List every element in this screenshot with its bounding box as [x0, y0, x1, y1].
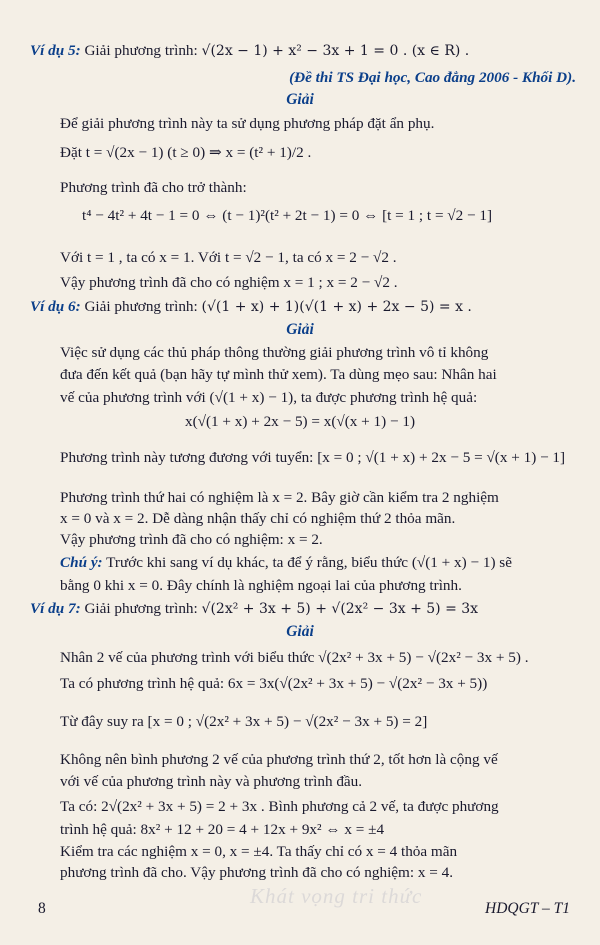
example-7-line-6: Ta có: 2√(2x² + 3x + 5) = 2 + 3x . Bình phương cả 2 vế, ta được phương — [60, 798, 499, 815]
example-5-equation: √(2x − 1) + x² − 3x + 1 = 0 . (x ∈ R) . — [201, 43, 470, 59]
example-5-text: Giải phương trình: — [84, 42, 198, 59]
example-7-line-7: trình hệ quả: 8x² + 12 + 20 = 4 + 12x + 9x² ⇔ x = ±4 — [60, 821, 385, 838]
example-7-line-2: Ta có phương trình hệ quả: 6x = 3x(√(2x² + 3x + 5) − √(2x² − 3x + 5)) — [60, 675, 488, 692]
page-number: 8 — [38, 900, 46, 917]
example-6-line-3: vế của phương trình với (√(1 + x) − 1), ta được phương trình hệ quả: — [60, 389, 478, 406]
book-title: HDQGT – T1 — [485, 900, 570, 917]
example-5-line-1: Để giải phương trình này ta sử dụng phương pháp đặt ẩn phụ. — [60, 115, 435, 132]
example-5-source: (Đề thi TS Đại học, Cao đẳng 2006 - Khối D). — [289, 69, 576, 86]
example-6-note-line-1 — [60, 553, 574, 573]
example-5-heading — [30, 41, 574, 61]
example-6-solution-label: Giải — [286, 321, 314, 338]
example-6-heading — [30, 297, 574, 317]
example-6-line-4: x(√(1 + x) + 2x − 5) = x(√(x + 1) − 1) — [184, 413, 416, 430]
example-6-line-7: x = 0 và x = 2. Dễ dàng nhận thấy chỉ có nghiệm thứ 2 thỏa mãn. — [60, 510, 456, 527]
example-7-solution-label: Giải — [286, 623, 314, 640]
example-7-heading — [30, 599, 574, 619]
example-6-equation: (√(1 + x) + 1)(√(1 + x) + 2x − 5) = x . — [201, 299, 472, 315]
example-5-line-3: Phương trình đã cho trở thành: — [60, 179, 247, 196]
example-5-line-5: Với t = 1 , ta có x = 1. Với t = √2 − 1, ta có x = 2 − √2 . — [60, 249, 397, 266]
example-6-line-1: Việc sử dụng các thủ pháp thông thường giải phương trình vô tỉ không — [60, 344, 489, 361]
example-6-text: Giải phương trình: — [84, 298, 198, 315]
example-6-line-6: Phương trình thứ hai có nghiệm là x = 2. Bây giờ cần kiểm tra 2 nghiệm — [60, 489, 499, 506]
example-7-label: Ví dụ 7: — [30, 600, 81, 617]
example-7-line-5: với vế của phương trình này và phương trình đầu. — [60, 773, 363, 790]
example-7-line-4: Không nên bình phương 2 vế của phương trình thứ 2, tốt hơn là cộng vế — [60, 751, 498, 768]
example-6-line-2: đưa đến kết quả (bạn hãy tự mình thử xem). Ta dùng mẹo sau: Nhân hai — [60, 366, 497, 383]
example-5-solution-label: Giải — [286, 91, 314, 108]
example-6-label: Ví dụ 6: — [30, 298, 81, 315]
watermark: Khát vọng tri thức — [250, 884, 423, 908]
example-6-line-5: Phương trình này tương đương với tuyển: [x = 0 ; √(1 + x) + 2x − 5 = √(x + 1) − 1] — [60, 449, 566, 466]
example-7-line-1: Nhân 2 vế của phương trình với biểu thức √(2x² + 3x + 5) − √(2x² − 3x + 5) . — [60, 649, 529, 666]
example-7-text: Giải phương trình: — [84, 600, 198, 617]
example-6-note-line-2: bằng 0 khi x = 0. Đây chính là nghiệm ngoại lai của phương trình. — [60, 577, 462, 594]
example-7-equation: √(2x² + 3x + 5) + √(2x² − 3x + 5) = 3x — [201, 601, 479, 617]
example-7-line-9: phương trình đã cho. Vậy phương trình đã cho có nghiệm: x = 4. — [60, 864, 454, 881]
example-5-line-2: Đặt t = √(2x − 1) (t ≥ 0) ⇒ x = (t² + 1)/2 . — [60, 144, 312, 161]
example-7-line-3: Từ đây suy ra [x = 0 ; √(2x² + 3x + 5) − √(2x² − 3x + 5) = 2] — [60, 713, 428, 730]
example-6-line-8: Vậy phương trình đã cho có nghiệm: x = 2. — [60, 531, 323, 548]
example-5-line-4: t⁴ − 4t² + 4t − 1 = 0 ⇔ (t − 1)²(t² + 2t − 1) = 0 ⇔ [t = 1 ; t = √2 − 1] — [82, 207, 493, 224]
example-7-line-8: Kiểm tra các nghiệm x = 0, x = ±4. Ta thấy chỉ có x = 4 thỏa mãn — [60, 843, 458, 860]
note-label: Chú ý: — [60, 554, 103, 571]
note-text-1: Trước khi sang ví dụ khác, ta để ý rằng, biểu thức (√(1 + x) − 1) sẽ — [106, 554, 512, 571]
example-5-label: Ví dụ 5: — [30, 42, 81, 59]
example-5-line-6: Vậy phương trình đã cho có nghiệm x = 1 ; x = 2 − √2 . — [60, 274, 398, 291]
